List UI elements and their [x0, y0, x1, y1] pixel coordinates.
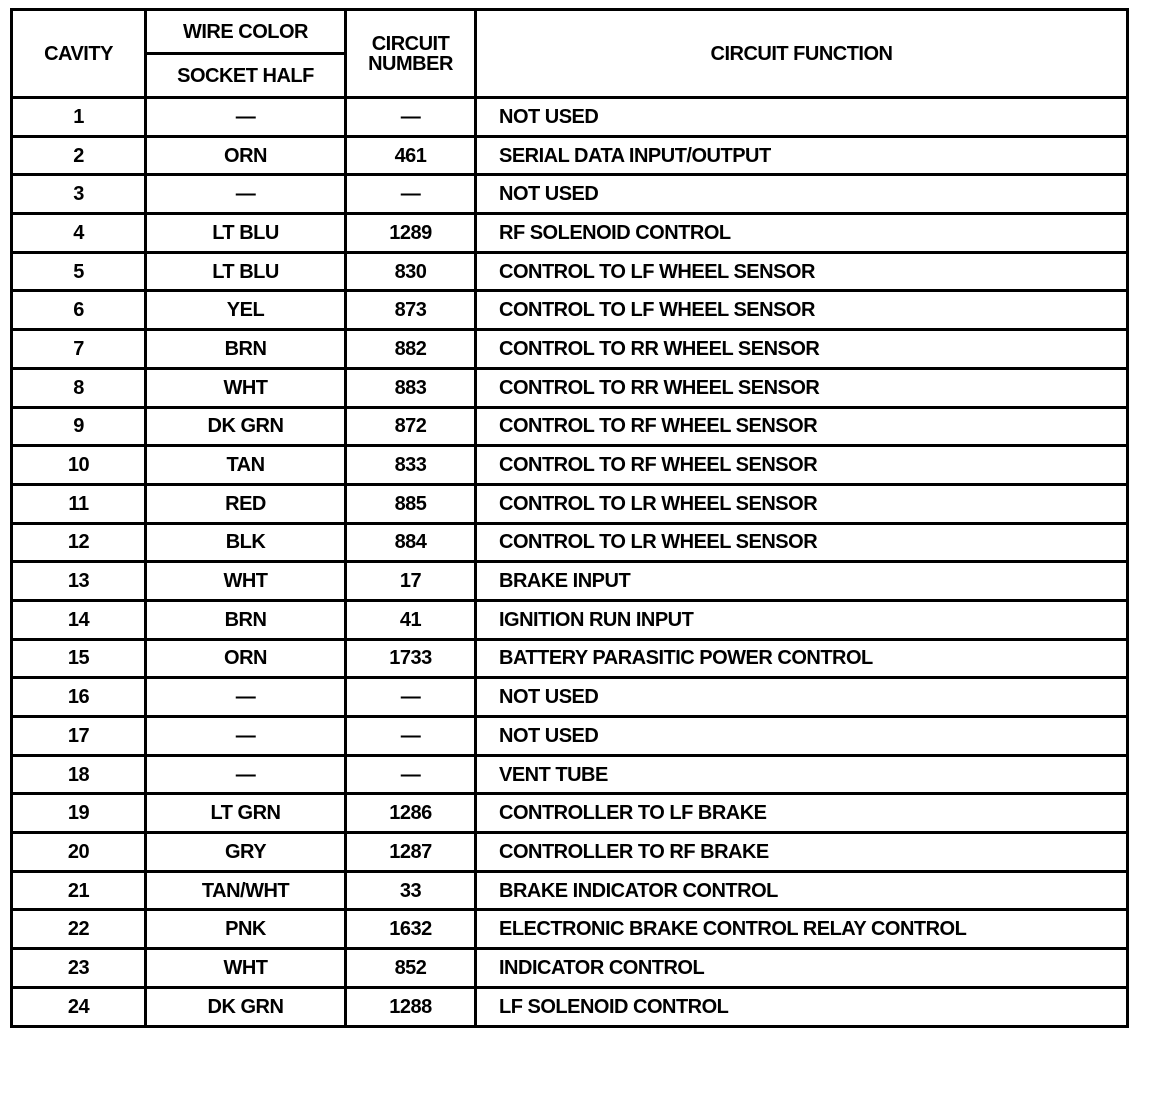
circuit-number-cell: —: [346, 755, 476, 794]
circuit-number-cell: 1288: [346, 987, 476, 1026]
circuit-number-cell: —: [346, 717, 476, 756]
table-row: [12, 717, 1128, 756]
wire-color-cell: BRN: [146, 330, 346, 369]
table-row: [12, 562, 1128, 601]
table-row: [12, 755, 1128, 794]
circuit-function-cell: CONTROLLER TO RF BRAKE: [476, 833, 1128, 872]
circuit-function-cell: IGNITION RUN INPUT: [476, 600, 1128, 639]
wire-color-cell: DK GRN: [146, 987, 346, 1026]
wire-color-cell: DK GRN: [146, 407, 346, 446]
circuit-number-cell: 1286: [346, 794, 476, 833]
cavity-cell: 2: [12, 136, 146, 175]
circuit-number-cell: 852: [346, 949, 476, 988]
cavity-cell: 3: [12, 175, 146, 214]
circuit-function-cell: CONTROL TO RF WHEEL SENSOR: [476, 407, 1128, 446]
cavity-cell: 15: [12, 639, 146, 678]
circuit-number-cell: 17: [346, 562, 476, 601]
circuit-number-cell: 461: [346, 136, 476, 175]
table-row: [12, 175, 1128, 214]
circuit-function-cell: BATTERY PARASITIC POWER CONTROL: [476, 639, 1128, 678]
circuit-function-cell: NOT USED: [476, 678, 1128, 717]
table-row: [12, 678, 1128, 717]
circuit-function-cell: CONTROL TO LR WHEEL SENSOR: [476, 523, 1128, 562]
cavity-cell: 11: [12, 484, 146, 523]
wire-color-cell: ORN: [146, 136, 346, 175]
wire-color-cell: WHT: [146, 368, 346, 407]
circuit-function-cell: NOT USED: [476, 175, 1128, 214]
cavity-cell: 18: [12, 755, 146, 794]
circuit-number-cell: 883: [346, 368, 476, 407]
table-row: [12, 446, 1128, 485]
circuit-number-cell: 1632: [346, 910, 476, 949]
wire-color-cell: WHT: [146, 562, 346, 601]
circuit-number-cell: 1733: [346, 639, 476, 678]
circuit-number-header-line1: CIRCUIT: [371, 32, 450, 55]
table-row: [12, 98, 1128, 137]
cavity-cell: 14: [12, 600, 146, 639]
circuit-function-cell: CONTROLLER TO LF BRAKE: [476, 794, 1128, 833]
cavity-cell: 7: [12, 330, 146, 369]
table-body: [12, 98, 1128, 1027]
table-row: [12, 600, 1128, 639]
circuit-number-cell: 885: [346, 484, 476, 523]
wire-color-cell: YEL: [146, 291, 346, 330]
table-row: [12, 833, 1128, 872]
table-row: [12, 252, 1128, 291]
table-row: [12, 214, 1128, 253]
circuit-number-cell: 830: [346, 252, 476, 291]
circuit-function-cell: RF SOLENOID CONTROL: [476, 214, 1128, 253]
circuit-number-cell: 882: [346, 330, 476, 369]
circuit-function-cell: BRAKE INDICATOR CONTROL: [476, 871, 1128, 910]
circuit-function-cell: VENT TUBE: [476, 755, 1128, 794]
circuit-number-cell: 1287: [346, 833, 476, 872]
circuit-function-cell: SERIAL DATA INPUT/OUTPUT: [476, 136, 1128, 175]
circuit-number-cell: 833: [346, 446, 476, 485]
cavity-cell: 23: [12, 949, 146, 988]
wire-color-cell: —: [146, 755, 346, 794]
cavity-cell: 6: [12, 291, 146, 330]
connector-pinout-sheet: [10, 8, 1129, 1028]
wire-color-header: WIRE COLOR: [146, 10, 346, 54]
circuit-function-cell: CONTROL TO RR WHEEL SENSOR: [476, 368, 1128, 407]
wire-color-cell: BLK: [146, 523, 346, 562]
circuit-function-cell: CONTROL TO RR WHEEL SENSOR: [476, 330, 1128, 369]
circuit-function-cell: NOT USED: [476, 717, 1128, 756]
wire-color-cell: BRN: [146, 600, 346, 639]
table-row: [12, 794, 1128, 833]
circuit-number-cell: 873: [346, 291, 476, 330]
circuit-function-cell: CONTROL TO RF WHEEL SENSOR: [476, 446, 1128, 485]
cavity-cell: 19: [12, 794, 146, 833]
wire-color-cell: PNK: [146, 910, 346, 949]
table-row: [12, 407, 1128, 446]
wire-color-cell: —: [146, 717, 346, 756]
table-row: [12, 484, 1128, 523]
cavity-cell: 20: [12, 833, 146, 872]
wire-color-cell: TAN: [146, 446, 346, 485]
cavity-cell: 8: [12, 368, 146, 407]
circuit-function-cell: CONTROL TO LF WHEEL SENSOR: [476, 291, 1128, 330]
wire-color-cell: LT BLU: [146, 214, 346, 253]
table-row: [12, 949, 1128, 988]
table-row: [12, 330, 1128, 369]
circuit-number-cell: —: [346, 98, 476, 137]
wire-color-cell: —: [146, 98, 346, 137]
cavity-cell: 22: [12, 910, 146, 949]
table-row: [12, 871, 1128, 910]
cavity-cell: 5: [12, 252, 146, 291]
wire-color-cell: GRY: [146, 833, 346, 872]
circuit-number-cell: —: [346, 678, 476, 717]
circuit-number-header-line2: NUMBER: [368, 52, 453, 75]
table-row: [12, 523, 1128, 562]
circuit-number-cell: 884: [346, 523, 476, 562]
cavity-cell: 21: [12, 871, 146, 910]
circuit-function-cell: ELECTRONIC BRAKE CONTROL RELAY CONTROL: [476, 910, 1128, 949]
wire-color-cell: —: [146, 678, 346, 717]
cavity-cell: 16: [12, 678, 146, 717]
wire-color-cell: TAN/WHT: [146, 871, 346, 910]
circuit-function-cell: LF SOLENOID CONTROL: [476, 987, 1128, 1026]
circuit-number-cell: 1289: [346, 214, 476, 253]
table-row: [12, 639, 1128, 678]
circuit-function-header: CIRCUIT FUNCTION: [476, 10, 1128, 98]
socket-half-header: SOCKET HALF: [146, 54, 346, 98]
cavity-cell: 13: [12, 562, 146, 601]
circuit-function-cell: NOT USED: [476, 98, 1128, 137]
circuit-number-cell: 33: [346, 871, 476, 910]
circuit-number-cell: 872: [346, 407, 476, 446]
wire-color-cell: LT BLU: [146, 252, 346, 291]
circuit-number-cell: 41: [346, 600, 476, 639]
circuit-number-header: [346, 10, 476, 98]
cavity-cell: 1: [12, 98, 146, 137]
table-row: [12, 291, 1128, 330]
cavity-cell: 17: [12, 717, 146, 756]
wire-color-cell: WHT: [146, 949, 346, 988]
table-row: [12, 910, 1128, 949]
connector-pinout-table: [10, 8, 1129, 1028]
circuit-function-cell: CONTROL TO LF WHEEL SENSOR: [476, 252, 1128, 291]
wire-color-cell: ORN: [146, 639, 346, 678]
cavity-cell: 4: [12, 214, 146, 253]
table-row: [12, 136, 1128, 175]
cavity-header: CAVITY: [12, 10, 146, 98]
circuit-function-cell: INDICATOR CONTROL: [476, 949, 1128, 988]
table-header: [12, 10, 1128, 98]
circuit-function-cell: CONTROL TO LR WHEEL SENSOR: [476, 484, 1128, 523]
wire-color-cell: RED: [146, 484, 346, 523]
wire-color-cell: LT GRN: [146, 794, 346, 833]
circuit-function-cell: BRAKE INPUT: [476, 562, 1128, 601]
cavity-cell: 24: [12, 987, 146, 1026]
cavity-cell: 10: [12, 446, 146, 485]
wire-color-cell: —: [146, 175, 346, 214]
table-row: [12, 987, 1128, 1026]
circuit-number-cell: —: [346, 175, 476, 214]
cavity-cell: 9: [12, 407, 146, 446]
cavity-cell: 12: [12, 523, 146, 562]
table-row: [12, 368, 1128, 407]
